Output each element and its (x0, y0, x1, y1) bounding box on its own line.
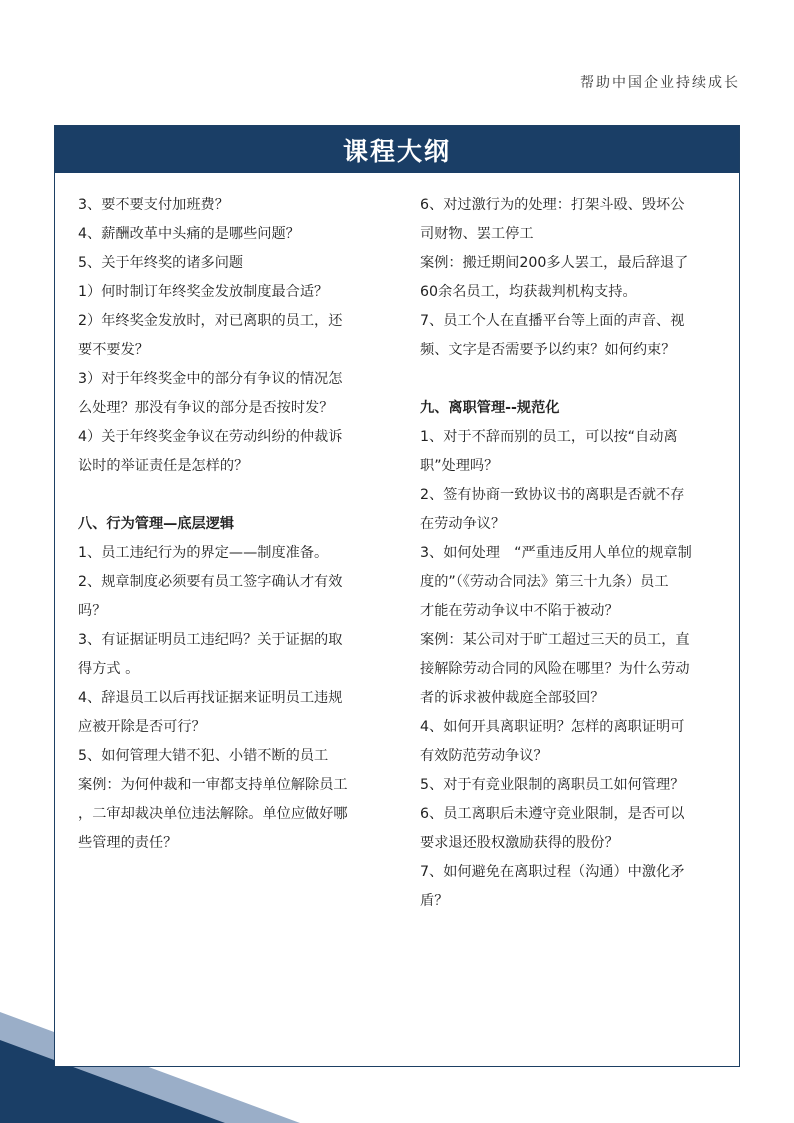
outline-line: 4、如何开具离职证明？怎样的离职证明可 (420, 719, 685, 735)
outline-line: 应被开除是否可行？ (78, 719, 206, 735)
outline-line: 1、对于不辞而别的员工，可以按“自动离 (420, 429, 678, 445)
outline-line: 7、如何避免在离职过程（沟通）中激化矛 (420, 864, 685, 880)
outline-line: 在劳动争议？ (420, 516, 506, 532)
outline-line: 1）何时制订年终奖金发放制度最合适？ (78, 284, 329, 300)
section-spacer (78, 481, 386, 510)
outline-line: 2、规章制度必须要有员工签字确认才有效 (78, 574, 343, 590)
outline-line: 案例：某公司对于旷工超过三天的员工，直 (420, 632, 690, 648)
outline-line: 案例：搬迁期间200多人罢工，最后辞退了 (420, 255, 689, 271)
outline-line: 者的诉求被仲裁庭全部驳回？ (420, 690, 605, 706)
outline-line: 频、文字是否需要予以约束？如何约束？ (420, 342, 676, 358)
outline-line: 3、如何处理 “严重违反用人单位的规章制 (420, 545, 692, 561)
outline-line: 4、辞退员工以后再找证据来证明员工违规 (78, 690, 343, 706)
outline-line: 7、员工个人在直播平台等上面的声音、视 (420, 313, 685, 329)
outline-line: 3、有证据证明员工违纪吗？关于证据的取 (78, 632, 343, 648)
outline-line: 6、对过激行为的处理：打架斗殴、毁坏公 (420, 197, 685, 213)
syllabus-title: 课程大纲 (55, 126, 739, 173)
outline-line: 司财物、罢工停工 (420, 226, 534, 242)
outline-line: 5、如何管理大错不犯、小错不断的员工 (78, 748, 329, 764)
outline-line: 2、签有协商一致协议书的离职是否就不存 (420, 487, 685, 503)
outline-line: 得方式 。 (78, 661, 140, 677)
outline-line: 3）对于年终奖金中的部分有争议的情况怎 (78, 371, 343, 387)
outline-line: 60余名员工，均获裁判机构支持。 (420, 284, 637, 300)
company-slogan: 帮助中国企业持续成长 (580, 75, 740, 91)
outline-line: 些管理的责任？ (78, 835, 178, 851)
outline-line: 度的”（《劳动合同法》第三十九条）员工 (420, 574, 669, 590)
section-heading: 九、离职管理--规范化 (420, 400, 560, 416)
outline-line: 有效防范劳动争议？ (420, 748, 548, 764)
outline-line: 5、关于年终奖的诸多问题 (78, 255, 244, 271)
outline-line: 才能在劳动争议中不陷于被动？ (420, 603, 619, 619)
left-column (78, 191, 386, 858)
section-spacer (420, 365, 728, 394)
outline-line: 4）关于年终奖金争议在劳动纠纷的仲裁诉 (78, 429, 343, 445)
outline-line: 么处理？那没有争议的部分是否按时发？ (78, 400, 334, 416)
outline-line: 盾？ (420, 893, 449, 909)
outline-line: ，二审却裁决单位违法解除。单位应做好哪 (78, 806, 348, 822)
outline-line: 3、要不要支付加班费？ (78, 197, 229, 213)
outline-line: 1、员工违纪行为的界定——制度准备。 (78, 545, 329, 561)
outline-line: 要不要发？ (78, 342, 149, 358)
outline-line: 职”处理吗？ (420, 458, 499, 474)
outline-line: 吗？ (78, 603, 107, 619)
right-column (420, 191, 728, 916)
outline-line: 要求退还股权激励获得的股份？ (420, 835, 619, 851)
outline-line: 4、薪酬改革中头痛的是哪些问题？ (78, 226, 300, 242)
outline-line: 6、员工离职后未遵守竞业限制，是否可以 (420, 806, 685, 822)
outline-line: 案例：为何仲裁和一审都支持单位解除员工 (78, 777, 348, 793)
outline-line: 接解除劳动合同的风险在哪里？为什么劳动 (420, 661, 690, 677)
outline-line: 5、对于有竞业限制的离职员工如何管理？ (420, 777, 685, 793)
outline-line: 2）年终奖金发放时，对已离职的员工，还 (78, 313, 343, 329)
syllabus-frame (54, 125, 740, 1067)
section-heading: 八、行为管理—底层逻辑 (78, 516, 235, 532)
outline-line: 讼时的举证责任是怎样的？ (78, 458, 249, 474)
